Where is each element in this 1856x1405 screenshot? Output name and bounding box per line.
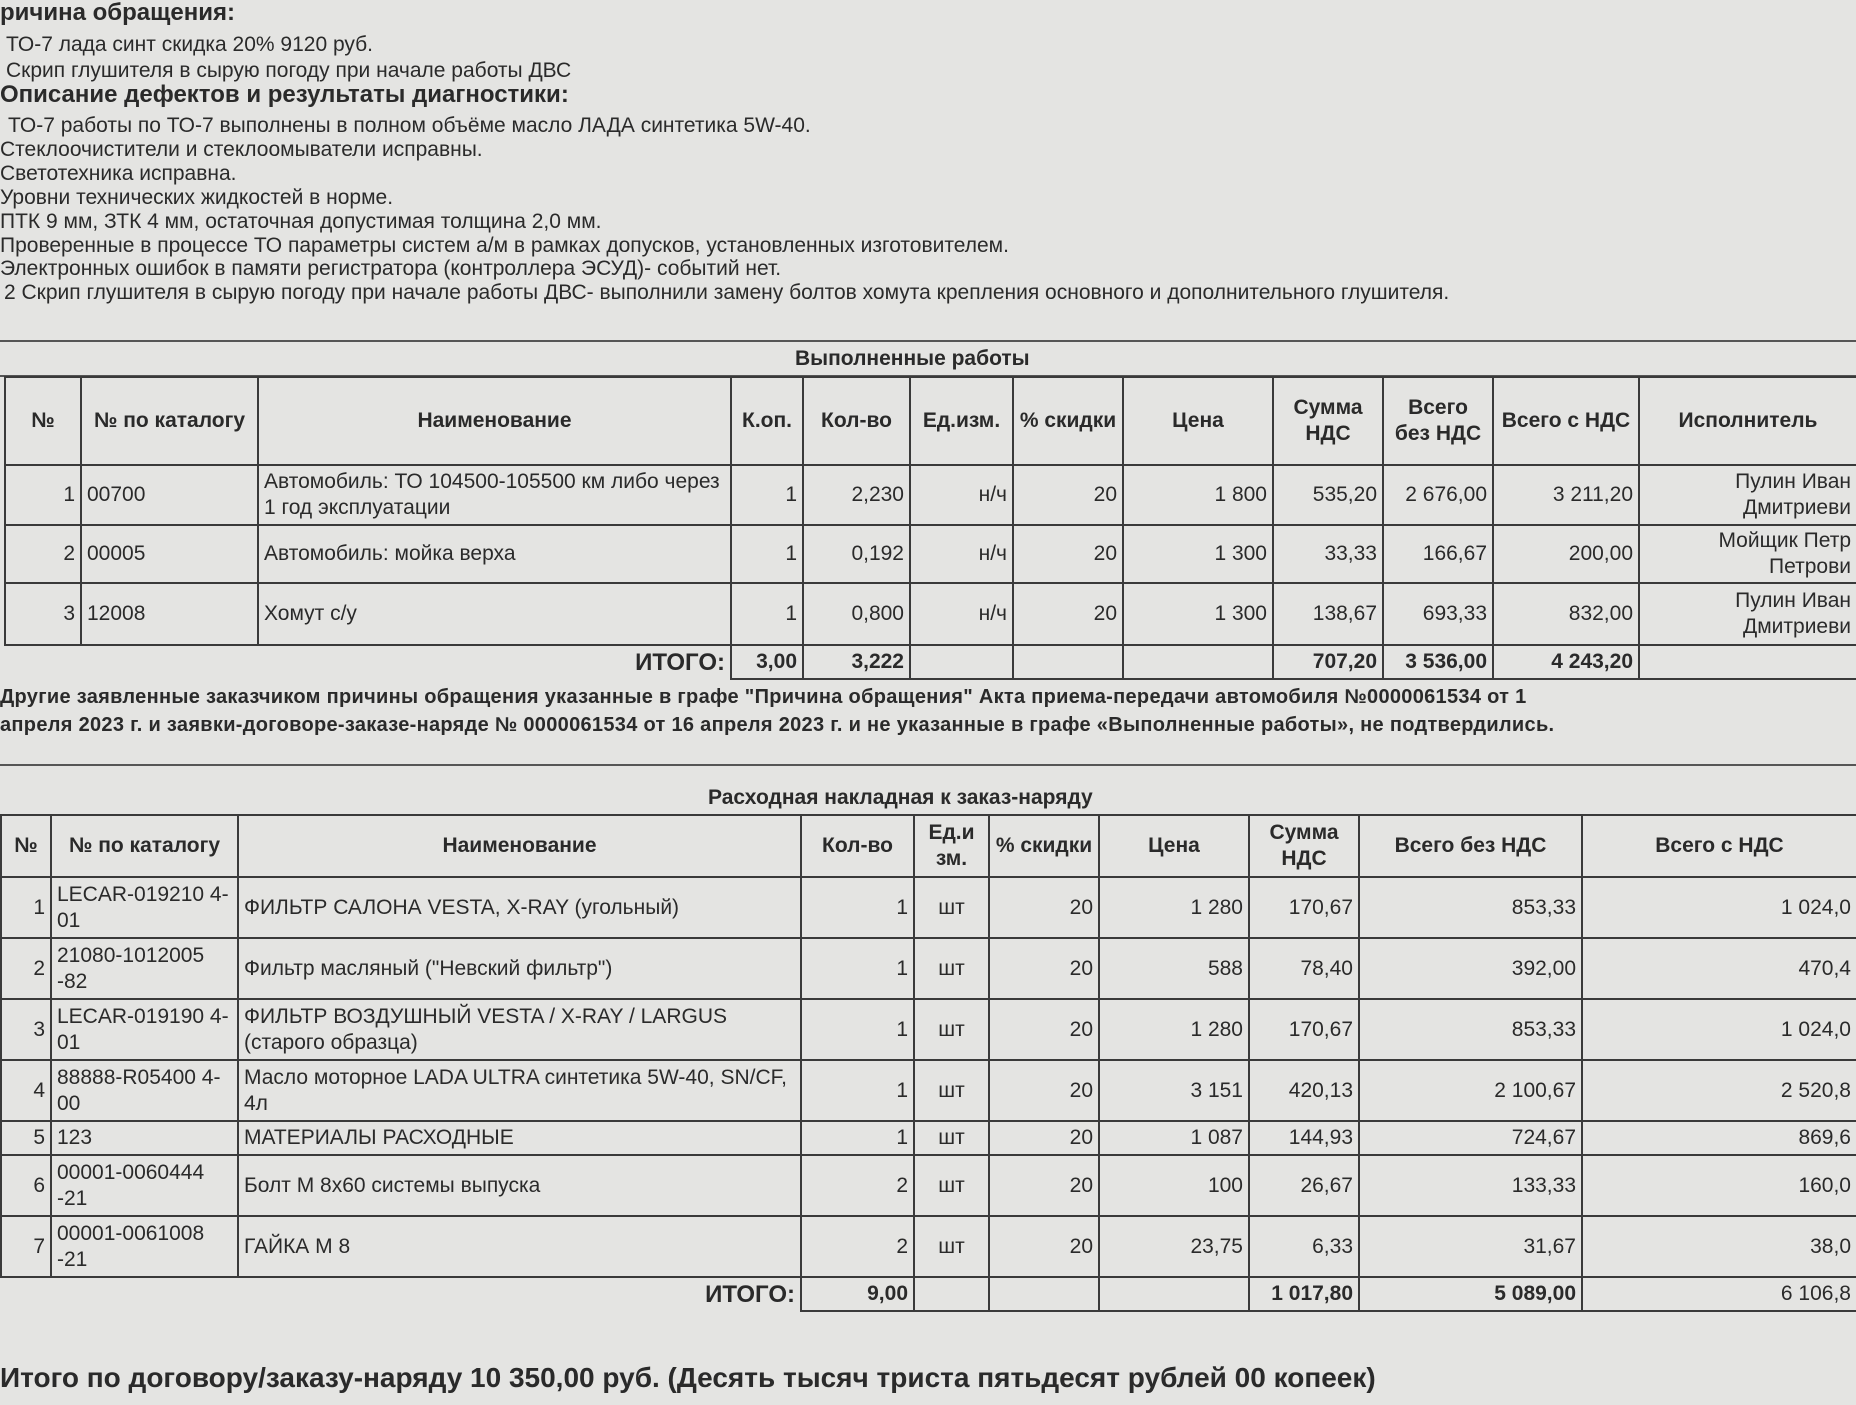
cell-vat-sum: 535,20 [1273,465,1383,525]
table-row [1,938,1856,999]
cell-num: 6 [1,1155,51,1216]
col-header: Сумма НДС [1249,815,1359,877]
col-header: № по каталогу [81,377,258,465]
cell-total-vat: 1 024,0 [1582,999,1856,1060]
col-header: Сумма НДС [1273,377,1383,465]
col-header: % скидки [989,815,1099,877]
cell-kop: 1 [731,583,803,645]
cell-total-no-vat: 724,67 [1359,1121,1582,1155]
reason-line: ТО-7 лада синт скидка 20% 9120 руб. [6,33,373,56]
cell-name: ФИЛЬТР ВОЗДУШНЫЙ VESTA / X-RAY / LARGUS (старого образца) [238,999,801,1060]
total-no-vat: 5 089,00 [1359,1277,1582,1311]
cell-name: МАТЕРИАЛЫ РАСХОДНЫЕ [238,1121,801,1155]
notice-line: апреля 2023 г. и заявки-договоре-заказе-наряде № 0000061534 от 16 апреля 2023 г. и не указанные в графе «Выполненные работы», не подтвердились. [0,714,1555,736]
cell-catalog: 21080-1012005 -82 [51,938,238,999]
total-qty: 9,00 [801,1277,914,1311]
cell-unit: шт [914,1155,989,1216]
empty-cell [1099,1277,1249,1311]
cell-name: Автомобиль: мойка верха [258,525,731,583]
divider [0,340,1856,342]
cell-num: 1 [1,877,51,938]
total-label: ИТОГО: [5,645,731,679]
col-header: № [1,815,51,877]
table-row [1,877,1856,938]
cell-catalog: 00700 [81,465,258,525]
notice-line: Другие заявленные заказчиком причины обращения указанные в графе "Причина обращения" Акта приема-передачи автомобиля №0000061534 от 1 [0,686,1527,708]
table-row [1,1121,1856,1155]
cell-vat-sum: 170,67 [1249,877,1359,938]
col-header: № [5,377,81,465]
cell-catalog: LECAR-019210 4-01 [51,877,238,938]
empty-cell [914,1277,989,1311]
cell-executor: Пулин Иван Дмитриеви [1639,465,1856,525]
cell-catalog: 123 [51,1121,238,1155]
cell-discount: 20 [1013,583,1123,645]
defects-heading: Описание дефектов и результаты диагностики: [0,81,569,108]
cell-total-no-vat: 31,67 [1359,1216,1582,1277]
cell-price: 1 087 [1099,1121,1249,1155]
col-header: Кол-во [801,815,914,877]
col-header: К.оп. [731,377,803,465]
works-title: Выполненные работы [795,347,1030,370]
divider [0,764,1856,766]
cell-catalog: 00001-0060444 -21 [51,1155,238,1216]
cell-vat-sum: 144,93 [1249,1121,1359,1155]
cell-total-vat: 832,00 [1493,583,1639,645]
cell-num: 2 [5,525,81,583]
cell-vat-sum: 170,67 [1249,999,1359,1060]
cell-total-no-vat: 2 100,67 [1359,1060,1582,1121]
cell-total-vat: 38,0 [1582,1216,1856,1277]
cell-discount: 20 [1013,465,1123,525]
total-label: ИТОГО: [705,1280,795,1308]
cell-total-no-vat: 853,33 [1359,877,1582,938]
defects-line: 2 Скрип глушителя в сырую погоду при начале работы ДВС- выполнили замену болтов хомута крепления основного и дополнительного глушителя. [4,281,1450,304]
cell-num: 3 [5,583,81,645]
cell-catalog: 12008 [81,583,258,645]
col-header: Наименование [258,377,731,465]
cell-kop: 1 [731,525,803,583]
cell-total-no-vat: 133,33 [1359,1155,1582,1216]
cell-price: 1 280 [1099,999,1249,1060]
table-row [1,1216,1856,1277]
cell-total-vat: 1 024,0 [1582,877,1856,938]
cell-name: ФИЛЬТР САЛОНА VESTA, X-RAY (угольный) [238,877,801,938]
parts-total-row [1,1277,1856,1311]
cell-price: 23,75 [1099,1216,1249,1277]
works-total-row [5,645,1856,679]
cell-total-no-vat: 693,33 [1383,583,1493,645]
cell-name: Болт М 8х60 системы выпуска [238,1155,801,1216]
cell-vat-sum: 6,33 [1249,1216,1359,1277]
cell-price: 588 [1099,938,1249,999]
cell-price: 100 [1099,1155,1249,1216]
defects-line: Светотехника исправна. [0,162,237,185]
cell-name: Автомобиль: ТО 104500-105500 км либо через 1 год эксплуатации [258,465,731,525]
total-vat-sum: 707,20 [1273,645,1383,679]
cell-qty: 1 [801,999,914,1060]
cell-discount: 20 [989,1216,1099,1277]
cell-qty: 2 [801,1155,914,1216]
empty-cell [1123,645,1273,679]
table-row [1,1155,1856,1216]
parts-table [0,814,1856,1312]
col-header: Ед.и зм. [914,815,989,877]
cell-total-no-vat: 166,67 [1383,525,1493,583]
col-header: Цена [1099,815,1249,877]
cell-catalog: 00001-0061008 -21 [51,1216,238,1277]
cell-name: Фильтр масляный ("Невский фильтр") [238,938,801,999]
cell-total-vat: 470,4 [1582,938,1856,999]
cell-num: 4 [1,1060,51,1121]
cell-qty: 2,230 [803,465,910,525]
cell-vat-sum: 78,40 [1249,938,1359,999]
cell-unit: н/ч [910,525,1013,583]
col-header: Всего с НДС [1493,377,1639,465]
cell-qty: 1 [801,877,914,938]
defects-line: Стеклоочистители и стеклоомыватели исправны. [0,138,483,161]
cell-vat-sum: 138,67 [1273,583,1383,645]
cell-total-no-vat: 2 676,00 [1383,465,1493,525]
cell-name: Хомут с/у [258,583,731,645]
cell-unit: шт [914,999,989,1060]
total-kop: 3,00 [731,645,803,679]
cell-num: 5 [1,1121,51,1155]
total-with-vat: 4 243,20 [1493,645,1639,679]
empty-cell [1013,645,1123,679]
cell-catalog: LECAR-019190 4-01 [51,999,238,1060]
cell-num: 7 [1,1216,51,1277]
total-with-vat: 6 106,8 [1582,1277,1856,1311]
table-row [1,999,1856,1060]
cell-vat-sum: 420,13 [1249,1060,1359,1121]
col-header: Наименование [238,815,801,877]
cell-total-vat: 200,00 [1493,525,1639,583]
cell-qty: 0,192 [803,525,910,583]
cell-num: 3 [1,999,51,1060]
cell-vat-sum: 33,33 [1273,525,1383,583]
cell-name: ГАЙКА М 8 [238,1216,801,1277]
cell-num: 2 [1,938,51,999]
table-row [5,465,1856,525]
cell-discount: 20 [1013,525,1123,583]
cell-kop: 1 [731,465,803,525]
cell-discount: 20 [989,1060,1099,1121]
cell-total-vat: 3 211,20 [1493,465,1639,525]
cell-unit: шт [914,1060,989,1121]
col-header: % скидки [1013,377,1123,465]
cell-executor: Пулин Иван Дмитриеви [1639,583,1856,645]
cell-price: 1 800 [1123,465,1273,525]
empty-cell [989,1277,1099,1311]
cell-total-vat: 869,6 [1582,1121,1856,1155]
cell-price: 3 151 [1099,1060,1249,1121]
defects-line: Уровни технических жидкостей в норме. [0,186,394,209]
cell-price: 1 280 [1099,877,1249,938]
cell-discount: 20 [989,877,1099,938]
defects-line: ТО-7 работы по ТО-7 выполнены в полном объёме масло ЛАДА синтетика 5W-40. [8,114,811,137]
empty-cell [910,645,1013,679]
col-header: № по каталогу [51,815,238,877]
cell-unit: н/ч [910,465,1013,525]
cell-total-no-vat: 853,33 [1359,999,1582,1060]
parts-title: Расходная накладная к заказ-наряду [708,786,1093,809]
col-header: Всего без НДС [1359,815,1582,877]
cell-catalog: 88888-R05400 4-00 [51,1060,238,1121]
table-row [5,525,1856,583]
cell-total-vat: 2 520,8 [1582,1060,1856,1121]
total-qty: 3,222 [803,645,910,679]
cell-qty: 1 [801,938,914,999]
col-header: Исполнитель [1639,377,1856,465]
cell-num: 1 [5,465,81,525]
cell-unit: шт [914,1216,989,1277]
works-table [4,376,1856,680]
table-row [5,583,1856,645]
defects-line: Проверенные в процессе ТО параметры систем а/м в рамках допусков, установленных изготовителем. [0,234,1009,257]
parts-header-row [1,815,1856,877]
cell-unit: шт [914,877,989,938]
cell-name: Масло моторное LADA ULTRA синтетика 5W-40, SN/CF, 4л [238,1060,801,1121]
cell-vat-sum: 26,67 [1249,1155,1359,1216]
table-row [1,1060,1856,1121]
works-header-row [5,377,1856,465]
col-header: Ед.изм. [910,377,1013,465]
cell-discount: 20 [989,999,1099,1060]
cell-discount: 20 [989,1155,1099,1216]
cell-qty: 2 [801,1216,914,1277]
cell-unit: шт [914,938,989,999]
cell-price: 1 300 [1123,525,1273,583]
cell-catalog: 00005 [81,525,258,583]
reason-line: Скрип глушителя в сырую погоду при начале работы ДВС [6,59,572,82]
col-header: Кол-во [803,377,910,465]
col-header: Всего с НДС [1582,815,1856,877]
defects-line: ПТК 9 мм, ЗТК 4 мм, остаточная допустимая толщина 2,0 мм. [0,210,602,233]
cell-discount: 20 [989,1121,1099,1155]
cell-price: 1 300 [1123,583,1273,645]
cell-unit: н/ч [910,583,1013,645]
cell-executor: Мойщик Петр Петрови [1639,525,1856,583]
cell-total-vat: 160,0 [1582,1155,1856,1216]
cell-qty: 0,800 [803,583,910,645]
cell-unit: шт [914,1121,989,1155]
col-header: Всего без НДС [1383,377,1493,465]
empty-cell [1639,645,1856,679]
reason-heading: ричина обращения: [0,0,235,26]
cell-qty: 1 [801,1060,914,1121]
total-no-vat: 3 536,00 [1383,645,1493,679]
cell-qty: 1 [801,1121,914,1155]
defects-line: Электронных ошибок в памяти регистратора (контроллера ЭСУД)- событий нет. [0,257,782,280]
col-header: Цена [1123,377,1273,465]
total-vat-sum: 1 017,80 [1249,1277,1359,1311]
cell-discount: 20 [989,938,1099,999]
cell-total-no-vat: 392,00 [1359,938,1582,999]
contract-total: Итого по договору/заказу-наряду 10 350,00 руб. (Десять тысяч триста пятьдесят рублей 00 копеек) [0,1362,1376,1393]
